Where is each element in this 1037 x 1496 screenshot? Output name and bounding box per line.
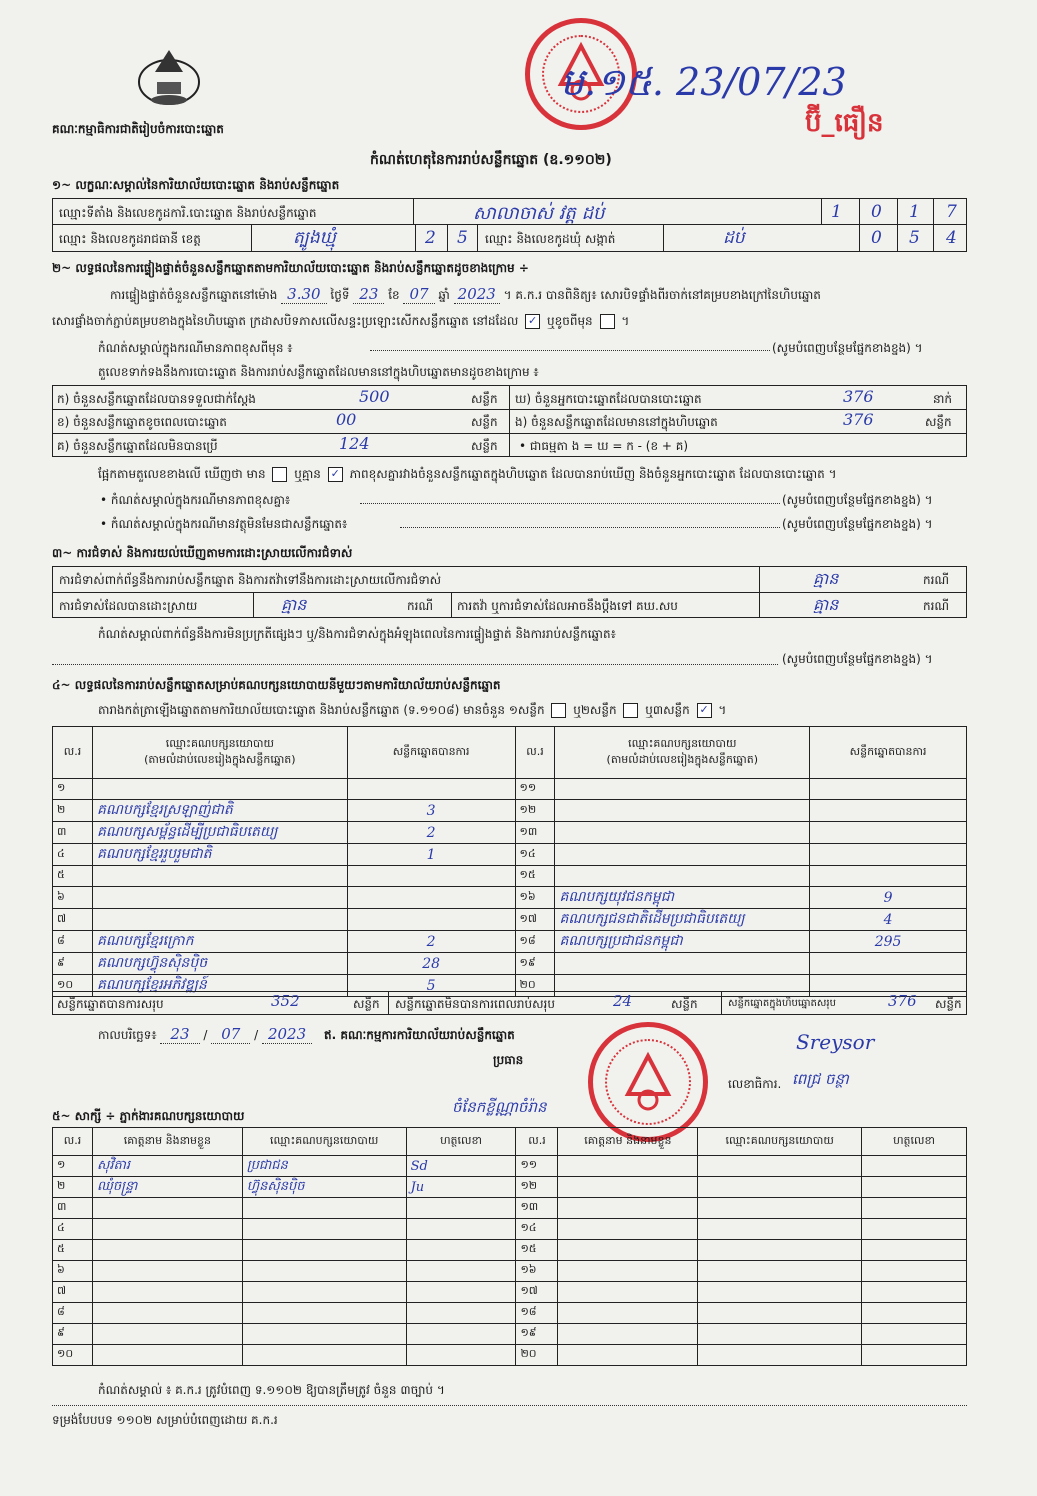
- secretary-label: លេខាធិការ.: [728, 1077, 782, 1091]
- witness-party[interactable]: [242, 1219, 406, 1240]
- section1-heading: ១~ លក្ខណៈសម្គាល់នៃការិយាល័យបោះឆ្នោត និងរាប់សន្លឹកឆ្នោត: [52, 178, 340, 192]
- results-party[interactable]: [555, 953, 810, 975]
- kho-unit: នាក់: [933, 392, 953, 406]
- two-sheets-checkbox[interactable]: [623, 703, 638, 718]
- objection-row1-value: គ្មាន: [813, 569, 839, 588]
- results-votes[interactable]: 4: [810, 909, 967, 931]
- count-table: [52, 385, 967, 457]
- results-party[interactable]: [92, 887, 347, 909]
- witness-party[interactable]: [242, 1261, 406, 1282]
- objection-table: [52, 566, 967, 618]
- date-officer-line: កាលបរិច្ឆេទ៖ 23 / 07 / 2023 ឥ. គណៈកម្មការការិយាល័យរាប់សន្លឹកឆ្នោត: [98, 1025, 515, 1043]
- witness-row: [53, 1282, 967, 1303]
- witness-row: [53, 1345, 967, 1366]
- kho-label: ឃ) ចំនួនអ្នកបោះឆ្នោតដែលបានបោះឆ្នោត: [515, 392, 702, 406]
- section2-heading: ២~ លទ្ធផលនៃការផ្ទៀងផ្ទាត់ចំនួនសន្លឹកឆ្នោតតាមការិយាល័យបោះឆ្នោត និងរាប់សន្លឹកឆ្នោតដូចខាងក្រោម ÷: [52, 261, 529, 275]
- results-no: ៩: [53, 953, 93, 975]
- results-row: [53, 822, 967, 844]
- witness-party[interactable]: [698, 1282, 862, 1303]
- results-col-party-title-right: ឈ្មោះគណបក្សនយោបាយ: [628, 736, 737, 750]
- results-party[interactable]: [92, 909, 347, 931]
- difference-note-suffix: (សូមបំពេញបន្ថែមផ្នែកខាងខ្នង) ។: [782, 493, 933, 507]
- province-code-digit-2: 5: [457, 228, 468, 248]
- province-code-digit-1: 2: [425, 228, 436, 248]
- witness-no: ៩: [53, 1324, 93, 1345]
- results-party[interactable]: គណបក្សខ្មែរក្រោក: [92, 931, 347, 953]
- footer-rule: [52, 1405, 967, 1406]
- results-party[interactable]: [555, 822, 810, 844]
- witness-footnote: កំណត់សម្គាល់ ៖ គ.ក.រ ត្រូវបំពេញ ទ.១១០២ ឱ្យបានត្រឹមត្រូវ ចំនួន ៣ច្បាប់ ។: [98, 1383, 445, 1397]
- witness-sign[interactable]: [406, 1219, 516, 1240]
- results-votes[interactable]: [347, 887, 515, 909]
- witness-no: ៤: [53, 1219, 93, 1240]
- location-code-digit-2: 0: [871, 202, 882, 222]
- results-no: ១៤: [515, 844, 555, 866]
- verify-year-label: ឆ្នាំ: [438, 288, 450, 302]
- witness-row: [53, 1219, 967, 1240]
- results-no: ១០: [53, 975, 93, 997]
- ka-unit: សន្លឹក: [471, 392, 498, 406]
- witness-no: ១៨: [516, 1303, 558, 1324]
- compare-line: [98, 466, 967, 484]
- results-votes[interactable]: [810, 779, 967, 800]
- president-label: ប្រធាន: [493, 1053, 524, 1067]
- witness-no: ៦: [53, 1261, 93, 1282]
- results-no: ១៨: [515, 931, 555, 953]
- official-stamp-bottom: [588, 1022, 708, 1142]
- results-votes[interactable]: [810, 800, 967, 822]
- results-no: ៥: [53, 866, 93, 887]
- commune-value: ដប់: [723, 228, 745, 248]
- results-party[interactable]: គណបក្សជនជាតិដើមប្រជាធិបតេយ្យ: [555, 909, 810, 931]
- verify-time-value: 3.30: [281, 285, 326, 304]
- total-invalid-label: សន្លឹកឆ្នោតមិនបានការពេលរាប់សរុប: [395, 997, 555, 1011]
- results-no: ១១: [515, 779, 555, 800]
- date-year: 2023: [262, 1025, 312, 1044]
- three-sheets-label: ឬ៣សន្លឹក: [645, 703, 690, 717]
- results-votes[interactable]: 1: [347, 844, 515, 866]
- province-value: ត្បូងឃ្មុំ: [293, 228, 336, 248]
- results-party[interactable]: គណបក្សហ៊្វុនស៊ិនប៉ិច: [92, 953, 347, 975]
- verify-month-value: 07: [403, 285, 434, 304]
- results-party[interactable]: គណបក្សយុវជនកម្ពុជា: [555, 887, 810, 909]
- results-no: ៤: [53, 844, 93, 866]
- results-col-no-right: ល.រ: [515, 727, 555, 779]
- date-day: 23: [160, 1025, 199, 1044]
- witness-row: [53, 1177, 967, 1198]
- section2-verification-line1: [110, 285, 967, 305]
- total-box-unit: សន្លឹក: [935, 997, 962, 1011]
- non-ballot-note-line[interactable]: [400, 527, 780, 528]
- witness-row: [53, 1261, 967, 1282]
- results-row: [53, 931, 967, 953]
- one-sheet-checkbox[interactable]: [551, 703, 566, 718]
- witness-name[interactable]: [92, 1282, 242, 1303]
- verify-day-label: ថ្ងៃទី: [330, 288, 350, 302]
- section2-note-prefix: កំណត់សម្គាល់ក្នុងករណីមានភាពខុសពីមុន ៖: [98, 341, 293, 355]
- witness-col-no-right: ល.រ: [516, 1128, 558, 1156]
- witness-sign[interactable]: [862, 1219, 967, 1240]
- verify-month-label: ខែ: [388, 288, 400, 302]
- witness-party[interactable]: [698, 1177, 862, 1198]
- officer-title: ឥ. គណៈកម្មការការិយាល័យរាប់សន្លឹកឆ្នោត: [323, 1028, 515, 1042]
- witness-no: ១: [53, 1156, 93, 1177]
- witness-sign[interactable]: [862, 1156, 967, 1177]
- total-valid-value: 352: [271, 992, 300, 1010]
- compare-label-a: ផ្អែកតាមតួលេខខាងលើ ឃើញថា មាន: [98, 467, 266, 481]
- results-party[interactable]: គណបក្សប្រជាជនកម្ពុជា: [555, 931, 810, 953]
- section3-heading: ៣~ ការជំទាស់ និងការយល់ឃើញតាមការដោះស្រាយលើការជំទាស់: [52, 546, 353, 560]
- difference-note-label: • កំណត់សម្គាល់ក្នុងករណីមានភាពខុសគ្នា៖: [100, 493, 291, 507]
- results-votes[interactable]: [347, 909, 515, 931]
- witness-party[interactable]: [698, 1261, 862, 1282]
- witness-party[interactable]: [242, 1324, 406, 1345]
- difference-yes-checkbox[interactable]: [272, 467, 287, 482]
- witness-sign[interactable]: Sd: [406, 1156, 516, 1177]
- results-votes[interactable]: 9: [810, 887, 967, 909]
- witness-name[interactable]: [558, 1261, 698, 1282]
- total-invalid-unit: សន្លឹក: [671, 997, 698, 1011]
- results-no: ១៩: [515, 953, 555, 975]
- commune-code-digit-1: 0: [871, 228, 882, 248]
- three-sheets-checkbox[interactable]: ✓: [697, 703, 712, 718]
- witness-party[interactable]: [698, 1156, 862, 1177]
- witness-name[interactable]: [558, 1303, 698, 1324]
- witness-col-name-right: គោត្តនាម និងនាមខ្លួន: [558, 1128, 698, 1156]
- witness-party[interactable]: [698, 1198, 862, 1219]
- ngo-label: ង) ចំនួនសន្លឹកឆ្នោតដែលមាននៅក្នុងហិបឆ្នោត: [515, 415, 718, 429]
- witness-row: [53, 1324, 967, 1345]
- results-row: [53, 953, 967, 975]
- results-row: [53, 844, 967, 866]
- witness-name[interactable]: [558, 1219, 698, 1240]
- seal-status-text: សោរផ្ទាំងចាក់ភ្ជាប់គម្របខាងក្នុងនៃហិបឆ្នោត ក្រដាសបិទភាសលើសន្ទះប្រឡោះសើកសន្លឹកឆ្នោត នៅដដែល: [52, 314, 519, 328]
- results-party[interactable]: [555, 800, 810, 822]
- results-col-no-left: ល.រ: [53, 727, 93, 779]
- ka-value: 500: [359, 387, 390, 406]
- results-no: ១៣: [515, 822, 555, 844]
- results-no: ៦: [53, 887, 93, 909]
- results-party[interactable]: [555, 866, 810, 887]
- section3-note-suffix: (សូមបំពេញបន្ថែមផ្នែកខាងខ្នង) ។: [782, 652, 933, 666]
- section1-row1: [52, 198, 967, 225]
- witness-sign[interactable]: [862, 1177, 967, 1198]
- non-ballot-note-suffix: (សូមបំពេញបន្ថែមផ្នែកខាងខ្នង) ។: [782, 517, 933, 531]
- witness-name[interactable]: [92, 1345, 242, 1366]
- seal-broken-checkbox[interactable]: [600, 314, 615, 329]
- witness-sign[interactable]: [406, 1198, 516, 1219]
- results-votes[interactable]: 3: [347, 800, 515, 822]
- footer-text: ទម្រង់បែបបទ ១១០២ សម្រាប់បំពេញដោយ គ.ក.រ: [52, 1413, 278, 1427]
- ko-label: គ) ចំនួនសន្លឹកឆ្នោតដែលមិនបានប្រើ: [57, 439, 218, 453]
- ko-value: 124: [339, 434, 370, 453]
- witness-row: [53, 1156, 967, 1177]
- witness-name[interactable]: សុវិតារ: [92, 1156, 242, 1177]
- results-votes[interactable]: [347, 866, 515, 887]
- results-party[interactable]: [555, 844, 810, 866]
- secretary-signature: ពេជ្រ ចន្ថា: [792, 1070, 849, 1088]
- results-party[interactable]: គណបក្សសម្ព័ន្ធដើម្បីប្រជាធិបតេយ្យ: [92, 822, 347, 844]
- results-col-party-sub-left: (តាមលំដាប់លេខរៀងក្នុងសន្លឹកឆ្នោត): [144, 752, 296, 766]
- seal-broken-label: ឬខូចពីមុន: [546, 314, 593, 328]
- witness-name[interactable]: [558, 1324, 698, 1345]
- results-no: ៨: [53, 931, 93, 953]
- witness-party[interactable]: ហ៊្វុនស៊ិនប៉ិច: [242, 1177, 406, 1198]
- date-label: កាលបរិច្ឆេទ៖: [98, 1028, 157, 1042]
- witness-party[interactable]: [698, 1219, 862, 1240]
- witness-name[interactable]: [92, 1198, 242, 1219]
- results-party[interactable]: [92, 866, 347, 887]
- witness-sign[interactable]: [406, 1282, 516, 1303]
- results-no: ១: [53, 779, 93, 800]
- witness-sign[interactable]: [406, 1240, 516, 1261]
- kha-label: ខ) ចំនួនសន្លឹកឆ្នោតខូចពេលបោះឆ្នោត: [57, 415, 227, 429]
- commune-code-digit-3: 4: [946, 228, 957, 248]
- results-no: ១៧: [515, 909, 555, 931]
- results-row: [53, 866, 967, 887]
- results-party[interactable]: គណបក្សខ្មែររួបរួមជាតិ: [92, 844, 347, 866]
- witness-name[interactable]: [558, 1177, 698, 1198]
- date-month: 07: [211, 1025, 250, 1044]
- section5-heading: ៥~ សាក្សី ÷ ភ្នាក់ងារគណបក្សនយោបាយ: [52, 1109, 245, 1123]
- witness-party[interactable]: [242, 1282, 406, 1303]
- witness-name[interactable]: [92, 1324, 242, 1345]
- results-col-party-right: [555, 727, 810, 779]
- witness-no: ១២: [516, 1177, 558, 1198]
- commune-code-digit-2: 5: [909, 228, 920, 248]
- results-no: ១២: [515, 800, 555, 822]
- witness-row: [53, 1303, 967, 1324]
- total-box-value: 376: [888, 992, 917, 1010]
- witness-sign[interactable]: [862, 1282, 967, 1303]
- witness-name[interactable]: [558, 1240, 698, 1261]
- witness-name[interactable]: [92, 1240, 242, 1261]
- witness-sign[interactable]: [406, 1303, 516, 1324]
- compare-label-c: ភាពខុសគ្នារវាងចំនួនសន្លឹកឆ្នោតក្នុងហិបឆ្នោត ដែលបានរាប់ឃើញ និងចំនួនអ្នកបោះឆ្នោត ដែលបានបោះឆ្នោត ។: [349, 467, 837, 481]
- results-votes[interactable]: 5: [347, 975, 515, 997]
- witness-no: ១៦: [516, 1261, 558, 1282]
- objection-row1-label: ការជំទាស់ពាក់ព័ន្ធនឹងការរាប់សន្លឹកឆ្នោត និងការតវ៉ាទៅនឹងការដោះស្រាយលើការជំទាស់: [59, 573, 442, 587]
- total-valid-unit: សន្លឹក: [353, 997, 380, 1011]
- witness-no: ៣: [53, 1198, 93, 1219]
- top-date-handwriting: ម.១៥. 23/07/23: [560, 60, 847, 104]
- witness-no: ១៤: [516, 1219, 558, 1240]
- section2-note-suffix: (សូមបំពេញបន្ថែមផ្នែកខាងខ្នង) ។: [772, 341, 923, 355]
- results-row: [53, 909, 967, 931]
- results-votes[interactable]: [347, 779, 515, 800]
- results-votes[interactable]: 295: [810, 931, 967, 953]
- results-table: [52, 726, 967, 997]
- section2-note-line[interactable]: [370, 350, 770, 351]
- witness-table: [52, 1127, 967, 1366]
- witness-name[interactable]: [558, 1156, 698, 1177]
- witness-sign[interactable]: Ju: [406, 1177, 516, 1198]
- sheet-count-line: តារាងកត់ត្រាឡើងឆ្នោតតាមការិយាល័យបោះឆ្នោត និងរាប់សន្លឹកឆ្នោត (ទ.១១០៨) មានចំនួន ១សន្លឹក ឬ២សន្លឹក ឬ៣សន្លឹក ✓ ។: [98, 703, 727, 717]
- witness-party[interactable]: [698, 1345, 862, 1366]
- results-no: ២០: [515, 975, 555, 997]
- witness-no: ៥: [53, 1240, 93, 1261]
- kha-unit: សន្លឹក: [471, 415, 498, 429]
- objection-row1-case: ករណី: [923, 573, 950, 587]
- nec-emblem-icon: [135, 42, 203, 110]
- commune-label: ឈ្មោះ និងលេខកូដឃុំ សង្កាត់: [485, 232, 616, 246]
- results-no: ១៦: [515, 887, 555, 909]
- witness-no: ២: [53, 1177, 93, 1198]
- witness-name[interactable]: [558, 1282, 698, 1303]
- committee-name: គណៈកម្មាធិការជាតិរៀបចំការបោះឆ្នោត: [52, 122, 224, 136]
- witness-no: ៨: [53, 1303, 93, 1324]
- witness-sign[interactable]: [862, 1261, 967, 1282]
- ngo-unit: សន្លឹក: [925, 415, 952, 429]
- results-col-party-title-left: ឈ្មោះគណបក្សនយោបាយ: [165, 736, 274, 750]
- results-row: [53, 779, 967, 800]
- results-no: ២: [53, 800, 93, 822]
- non-ballot-note-label: • កំណត់សម្គាល់ក្នុងករណីមានវត្ថុមិនមែនជាសន្លឹកឆ្នោត៖: [100, 517, 348, 531]
- two-sheets-label: ឬ២សន្លឹក: [573, 703, 617, 717]
- witness-col-name-left: គោត្តនាម និងនាមខ្លួន: [92, 1128, 242, 1156]
- results-no: ១៥: [515, 866, 555, 887]
- results-col-votes-right: សន្លឹកឆ្នោតបានការ: [810, 727, 967, 779]
- results-party[interactable]: [555, 779, 810, 800]
- location-code-digit-1: 1: [831, 202, 842, 222]
- witness-name[interactable]: [92, 1219, 242, 1240]
- witness-sign[interactable]: [406, 1324, 516, 1345]
- section3-note-line[interactable]: [52, 664, 778, 665]
- total-invalid-value: 24: [613, 992, 633, 1010]
- witness-name[interactable]: [558, 1198, 698, 1219]
- kha-value: 00: [336, 410, 357, 429]
- witness-sign[interactable]: [862, 1240, 967, 1261]
- witness-name[interactable]: ឈុំចន្ទ្រា: [92, 1177, 242, 1198]
- results-votes[interactable]: 2: [347, 931, 515, 953]
- top-name-handwriting: ប៊ី_ធឿន: [805, 108, 884, 138]
- objection-row2-mid: ការតវ៉ា ឬការជំទាស់ដែលអាចនឹងប្តឹងទៅ គឃ.សប: [457, 599, 678, 613]
- results-party[interactable]: [92, 779, 347, 800]
- objection-row2-label: ការជំទាស់ដែលបានដោះស្រាយ: [59, 599, 198, 613]
- location-code-digit-4: 7: [946, 202, 957, 222]
- results-row: [53, 887, 967, 909]
- objection-row2-case2: ករណី: [923, 599, 950, 613]
- witness-party[interactable]: [698, 1324, 862, 1345]
- witness-sign[interactable]: [862, 1303, 967, 1324]
- witness-party[interactable]: [698, 1240, 862, 1261]
- verify-time-label: ការផ្ទៀងផ្ទាត់ចំនួនសន្លឹកឆ្នោតនៅម៉ោង: [110, 288, 278, 302]
- results-votes[interactable]: [810, 866, 967, 887]
- results-no: ៧: [53, 909, 93, 931]
- difference-no-checkbox[interactable]: ✓: [328, 467, 343, 482]
- witness-sign[interactable]: [862, 1198, 967, 1219]
- witness-party[interactable]: [242, 1345, 406, 1366]
- witness-no: ៧: [53, 1282, 93, 1303]
- president-signature: Sreysor: [796, 1030, 875, 1054]
- results-col-party-sub-right: (តាមលំដាប់លេខរៀងក្នុងសន្លឹកឆ្នោត): [606, 752, 759, 766]
- witness-party[interactable]: [242, 1240, 406, 1261]
- witness-name[interactable]: [558, 1345, 698, 1366]
- witness-sign[interactable]: [406, 1261, 516, 1282]
- witness-row: [53, 1240, 967, 1261]
- section1-row1-label: ឈ្មោះទីតាំង និងលេខកូដការិ.បោះឆ្នោត និងរាប់សន្លឹកឆ្នោត: [59, 206, 317, 220]
- witness-no: ១១: [516, 1156, 558, 1177]
- verify-year-value: 2023: [454, 285, 500, 304]
- verify-day-value: 23: [353, 285, 384, 304]
- objection-row2-value2: គ្មាន: [813, 595, 839, 614]
- section2-count-intro: តួលេខទាក់ទងនឹងការបោះឆ្នោត និងការរាប់សន្លឹកឆ្នោតដែលមាននៅក្នុងហិបឆ្នោតមានដូចខាងក្រោម ៖: [98, 365, 539, 379]
- section3-note: កំណត់សម្គាល់ពាក់ព័ន្ធនឹងការមិនប្រក្រតីផ្សេងៗ ឬ/និងការជំទាស់ក្នុងអំឡុងពេលនៃការផ្ទៀងផ្ទាត់ និងការរាប់សន្លឹកឆ្នោត៖: [98, 627, 616, 641]
- witness-col-sign-left: ហត្ថលេខា: [406, 1128, 516, 1156]
- results-party[interactable]: គណបក្សខ្មែរអភិវឌ្ឍន៍: [92, 975, 347, 997]
- compare-label-b: ឬគ្មាន: [294, 467, 321, 481]
- results-votes[interactable]: [810, 953, 967, 975]
- location-code-digit-3: 1: [909, 202, 920, 222]
- results-votes[interactable]: [810, 822, 967, 844]
- kho-value: 376: [843, 387, 874, 406]
- section5-handnote: ចំនែកខ្លីណ្ណាចំរ៉ាន: [452, 1098, 547, 1116]
- results-no: ៣: [53, 822, 93, 844]
- witness-col-no-left: ល.រ: [53, 1128, 93, 1156]
- witness-no: ១០: [53, 1345, 93, 1366]
- witness-col-party-left: ឈ្មោះគណបក្សនយោបាយ: [242, 1128, 406, 1156]
- witness-row: [53, 1198, 967, 1219]
- results-votes[interactable]: [810, 844, 967, 866]
- objection-row2-case: ករណី: [407, 599, 434, 613]
- totals-row: [52, 991, 967, 1015]
- witness-name[interactable]: [92, 1261, 242, 1282]
- witness-party[interactable]: ប្រជាជន: [242, 1156, 406, 1177]
- witness-sign[interactable]: [862, 1324, 967, 1345]
- witness-name[interactable]: [92, 1303, 242, 1324]
- ngo-value: 376: [843, 410, 874, 429]
- form-title: កំណត់ហេតុនៃការរាប់សន្លឹកឆ្នោត (ឧ.១១០២): [370, 152, 612, 168]
- sheet-count-intro: តារាងកត់ត្រាឡើងឆ្នោតតាមការិយាល័យបោះឆ្នោត និងរាប់សន្លឹកឆ្នោត (ទ.១១០៨) មានចំនួន ១សន្លឹក: [98, 703, 545, 717]
- ka-label: ក) ចំនួនសន្លឹកឆ្នោតដែលបានទទួលជាក់ស្តែង: [57, 392, 256, 406]
- results-row: [53, 800, 967, 822]
- section2-verification-line2: សោរផ្ទាំងចាក់ភ្ជាប់គម្របខាងក្នុងនៃហិបឆ្នោត ក្រដាសបិទភាសលើសន្ទះប្រឡោះសើកសន្លឹកឆ្នោត នៅដដែល ✓ ឬខូចពីមុន ។: [52, 314, 630, 328]
- province-label: ឈ្មោះ និងលេខកូដរាជធានី ខេត្ត: [59, 232, 201, 246]
- results-col-votes-left: សន្លឹកឆ្នោតបានការ: [347, 727, 515, 779]
- witness-sign[interactable]: [862, 1345, 967, 1366]
- witness-no: ១៥: [516, 1240, 558, 1261]
- verify-line1-rest: ។ គ.ក.រ បានពិនិត្យ៖ សោរបិទផ្ទាំងពីរចាក់នៅគម្របខាងក្រៅនៃហិបឆ្នោត: [503, 288, 821, 302]
- results-party[interactable]: គណបក្សខ្មែរស្រឡាញ់ជាតិ: [92, 800, 347, 822]
- witness-no: ១៣: [516, 1198, 558, 1219]
- section1-row2: [52, 225, 967, 252]
- total-valid-label: សន្លឹកឆ្នោតបានការសរុប: [57, 997, 164, 1011]
- witness-party[interactable]: [242, 1303, 406, 1324]
- section4-heading: ៤~ លទ្ធផលនៃការរាប់សន្លឹកឆ្នោតសម្រាប់គណបក្សនយោបាយនីមួយៗតាមការិយាល័យរាប់សន្លឹកឆ្នោត: [52, 678, 501, 692]
- difference-note-line[interactable]: [360, 503, 780, 504]
- formula: • ជាធម្មតា ង = ឃ = ក - (ខ + គ): [519, 439, 689, 453]
- results-col-party-left: [92, 727, 347, 779]
- total-box-label: សន្លឹកឆ្នោតក្នុងហិបឆ្នោតសរុប: [728, 998, 836, 1009]
- witness-col-sign-right: ហត្ថលេខា: [862, 1128, 967, 1156]
- witness-no: ១៧: [516, 1282, 558, 1303]
- witness-col-party-right: ឈ្មោះគណបក្សនយោបាយ: [698, 1128, 862, 1156]
- results-votes[interactable]: 28: [347, 953, 515, 975]
- polling-location-value: សាលា​ចាស់ វត្ត ដប់: [473, 203, 605, 224]
- seal-intact-checkbox[interactable]: ✓: [525, 314, 540, 329]
- witness-no: ២០: [516, 1345, 558, 1366]
- ko-unit: សន្លឹក: [471, 439, 498, 453]
- witness-sign[interactable]: [406, 1345, 516, 1366]
- witness-no: ១៩: [516, 1324, 558, 1345]
- results-votes[interactable]: 2: [347, 822, 515, 844]
- objection-row2-value: គ្មាន: [281, 595, 307, 614]
- witness-party[interactable]: [698, 1303, 862, 1324]
- witness-party[interactable]: [242, 1198, 406, 1219]
